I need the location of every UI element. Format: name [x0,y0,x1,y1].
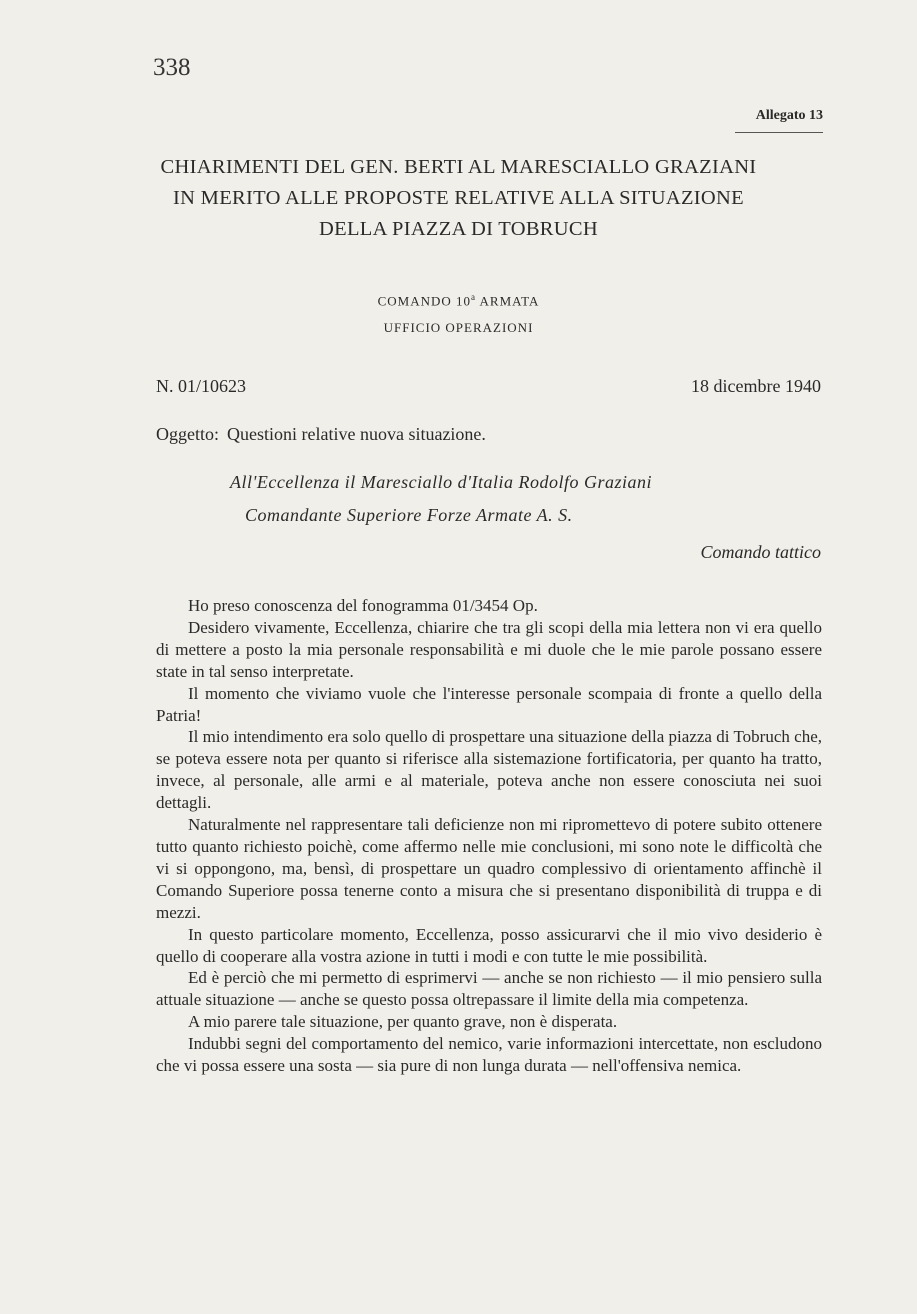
command-ordinal: a [471,292,476,302]
annex-label: Allegato 13 [755,108,823,123]
paragraph: Naturalmente nel rappresentare tali deficienze non mi ripromettevo di potere subito ottenere tutto quanto richiesto poichè, come affermo nelle mie conclusioni, mi sono note le difficoltà che vi si oppongono, ma, bensì, di prospettare un quadro complessivo di orientamento affinchè il Comando Superiore possa tenerne conto a misura che si presentano disponibilità di truppa e di mezzi. [156,815,822,922]
subject-text: Questioni relative nuova situazione. [227,424,486,444]
page-number: 338 [153,54,191,81]
paragraph: A mio parere tale situazione, per quanto grave, non è disperata. [188,1012,618,1032]
location-note: Comando tattico [700,542,821,562]
paragraph: In questo particolare momento, Eccellenza, posso assicurarvi che il mio vivo desiderio è quello di cooperare alla vostra azione in tutti i modi e con tutte le mie possibilità. [156,924,822,966]
office-name: UFFICIO OPERAZIONI [383,320,534,335]
paragraph: Desidero vivamente, Eccellenza, chiarire che tra gli scopi della mia lettera non vi era quello di mettere a posto la mia personale responsabilità e mi duole che le mie parole possano essere state in tal senso interpretate. [156,617,822,681]
annex-underline [735,132,823,133]
command-army: ARMATA [479,293,540,309]
subject-line [156,424,486,445]
paragraph: Il momento che viviamo vuole che l'interesse personale scompaia di fronte a quello della Patria! [156,683,822,725]
protocol-number: N. 01/10623 [156,376,246,396]
command-header [0,292,917,309]
subject-label: Oggetto: [156,424,219,444]
paragraph: Il mio intendimento era solo quello di prospettare una situazione della piazza di Tobruch che, se poteva essere nota per quanto si riferisce alla sistemazione fortificatoria, per quanto ha tratto, invece, al personale, alle armi e al materiale, poteva anche non essere conosciuta nei suoi dettagli. [156,727,822,813]
title-line-1: CHIARIMENTI DEL GEN. BERTI AL MARESCIALLO GRAZIANI [160,156,757,178]
command-name: COMANDO 10 [377,293,471,309]
paragraph: Ed è perciò che mi permetto di esprimervi — anche se non richiesto — il mio pensiero sulla attuale situazione — anche se questo possa oltrepassare il limite della mia competenza. [156,968,822,1010]
title-line-3: DELLA PIAZZA DI TOBRUCH [319,218,598,240]
document-date: 18 dicembre 1940 [691,376,821,396]
letter-body [156,595,822,1077]
addressee-line-2: Comandante Superiore Forze Armate A. S. [245,505,573,525]
title-line-2: IN MERITO ALLE PROPOSTE RELATIVE ALLA SITUAZIONE [173,187,744,209]
addressee-line-1: All'Eccellenza il Maresciallo d'Italia Rodolfo Graziani [230,472,652,492]
paragraph: Indubbi segni del comportamento del nemico, varie informazioni intercettate, non escludono che vi possa essere una sosta — sia pure di non lunga durata — nell'offensiva nemica. [156,1034,822,1076]
paragraph: Ho preso conoscenza del fonogramma 01/3454 Op. [188,596,538,615]
